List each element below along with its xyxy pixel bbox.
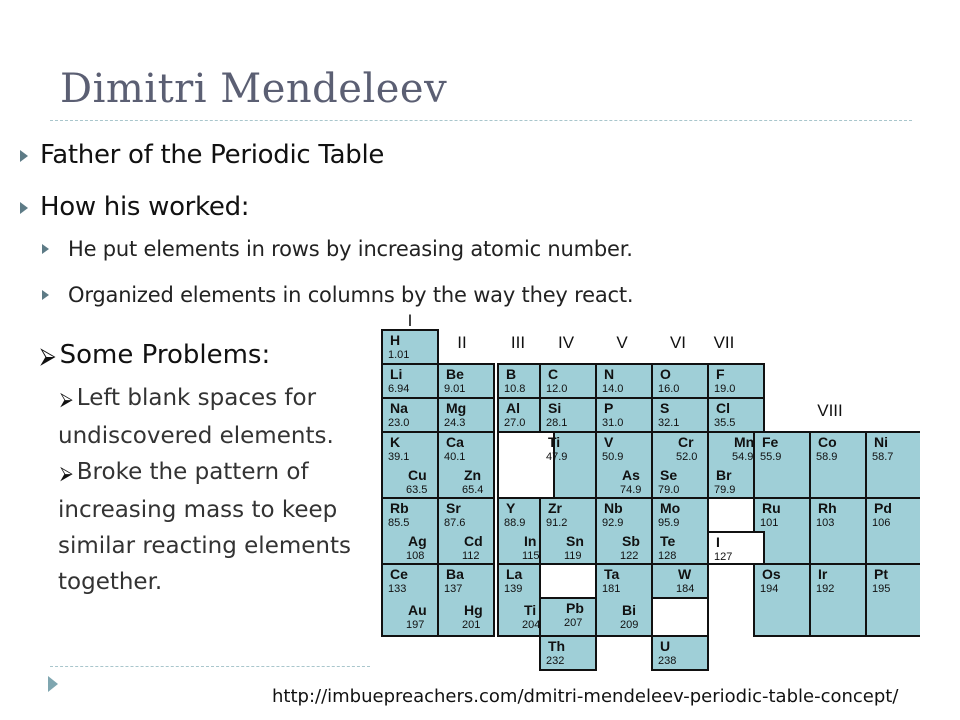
element-symbol: Mg [446, 400, 467, 416]
element-mass: 201 [462, 619, 481, 631]
element-symbol: Rh [818, 500, 837, 516]
element-mass: 122 [620, 550, 639, 562]
element-mass: 32.1 [658, 417, 680, 429]
element-mass: 103 [816, 517, 835, 529]
element-symbol: Si [548, 400, 562, 416]
element-as [620, 467, 641, 496]
element-mg [444, 400, 466, 429]
element-mass: 14.0 [602, 383, 624, 395]
element-symbol: Na [390, 400, 408, 416]
element-te [658, 533, 676, 562]
element-co [816, 434, 837, 463]
element-mass: 91.2 [546, 517, 568, 529]
element-mass: 112 [462, 550, 480, 562]
element-mass: 106 [872, 517, 891, 529]
element-mass: 209 [620, 619, 639, 631]
element-be [444, 366, 465, 395]
element-hg [462, 602, 483, 631]
element-mass: 12.0 [546, 383, 568, 395]
element-mass: 63.5 [406, 484, 428, 496]
element-mass: 101 [760, 517, 779, 529]
element-mass: 1.01 [388, 349, 410, 361]
footer-divider [50, 666, 370, 667]
element-mass: 9.01 [444, 383, 466, 395]
element-mass: 204 [522, 619, 541, 631]
problem-line: increasing mass to keep [58, 497, 338, 523]
element-mo [658, 500, 680, 529]
element-symbol: Al [506, 400, 520, 416]
problem-line: ⮚ Left blank spaces for [60, 385, 317, 411]
element-mass: 207 [564, 617, 583, 629]
element-symbol: V [604, 434, 614, 450]
element-mass: 192 [816, 583, 835, 595]
blank-cell [652, 598, 708, 636]
element-mass: 31.0 [602, 417, 624, 429]
element-symbol: Pd [874, 500, 892, 516]
problem-line: undiscovered elements. [58, 423, 334, 449]
element-symbol: Ni [874, 434, 888, 450]
sub-bullet-arrow-icon [42, 290, 49, 300]
element-pt [872, 566, 890, 595]
element-symbol: Th [548, 638, 566, 654]
blank-cell [498, 432, 554, 498]
element-symbol: Nb [604, 500, 623, 516]
element-pd [872, 500, 892, 529]
problems-list [58, 380, 373, 600]
element-symbol: Ti [524, 602, 537, 618]
element-mass: 24.3 [444, 417, 466, 429]
group-label: IV [557, 333, 575, 352]
element-mass: 50.9 [602, 451, 624, 463]
arrow-head-icon: ⮚ [60, 463, 73, 484]
element-fe [760, 434, 781, 463]
element-bi [620, 602, 638, 631]
element-symbol: Mn [734, 434, 755, 450]
element-mass: 133 [388, 583, 407, 595]
sub-bullet-rows: He put elements in rows by increasing atomic number. [68, 237, 633, 261]
group-label: V [616, 333, 628, 352]
element-symbol: Ag [408, 533, 427, 549]
element-symbol: In [524, 533, 537, 549]
element-mass: 58.7 [872, 451, 894, 463]
sub-bullet-arrow-icon [42, 244, 49, 254]
element-symbol: S [660, 400, 670, 416]
element-ru [760, 500, 781, 529]
element-pb [564, 600, 584, 629]
bullet-father: Father of the Periodic Table [40, 140, 385, 170]
element-mass: 195 [872, 583, 891, 595]
periodic-table [370, 308, 920, 678]
group-label: VIII [817, 401, 843, 420]
element-mass: 184 [676, 583, 695, 595]
title-divider [50, 120, 912, 121]
element-mass: 65.4 [462, 484, 484, 496]
problems-heading: ⮚ Some Problems: [40, 340, 271, 370]
problem-line: together. [58, 569, 163, 595]
element-sb [620, 533, 640, 562]
source-link[interactable]: http://imbuepreachers.com/dmitri-mendeleev-periodic-table-concept/ [272, 686, 899, 707]
element-symbol: Y [506, 500, 516, 516]
element-symbol: Br [716, 467, 732, 483]
group-label: I [407, 311, 413, 330]
element-mass: 74.9 [620, 484, 642, 496]
element-symbol: Ru [762, 500, 781, 516]
element-mass: 35.5 [714, 417, 736, 429]
element-mass: 88.9 [504, 517, 526, 529]
element-symbol: P [604, 400, 614, 416]
element-mass: 52.0 [676, 451, 698, 463]
element-mass: 232 [546, 655, 565, 667]
element-symbol: Cu [408, 467, 427, 483]
element-symbol: Ta [604, 566, 620, 582]
element-symbol: Ca [446, 434, 464, 450]
element-mass: 181 [602, 583, 621, 595]
problem-line: ⮚ Broke the pattern of [60, 459, 309, 485]
element-symbol: C [548, 366, 559, 382]
group-label: VII [713, 333, 735, 352]
element-mass: 39.1 [388, 451, 410, 463]
element-sn [564, 533, 584, 562]
element-symbol: Se [660, 467, 678, 483]
element-mn [732, 434, 754, 463]
element-mass: 127 [714, 551, 733, 563]
element-se [658, 467, 679, 496]
element-ce [388, 566, 408, 595]
element-ca [444, 434, 465, 463]
element-symbol: Sr [446, 500, 461, 516]
element-symbol: O [660, 366, 671, 382]
element-symbol: Sb [622, 533, 640, 549]
element-mass: 10.8 [504, 383, 526, 395]
element-ag [406, 533, 427, 562]
element-symbol: W [678, 566, 692, 582]
element-mass: 119 [564, 550, 582, 562]
blank-cell [540, 564, 596, 598]
group-label: VI [669, 333, 687, 352]
element-mass: 58.9 [816, 451, 838, 463]
element-symbol: Cl [716, 400, 730, 416]
element-rb [388, 500, 409, 529]
element-ta [602, 566, 620, 595]
element-symbol: Be [446, 366, 464, 382]
element-ba [444, 566, 464, 595]
element-symbol: Ba [446, 566, 464, 582]
element-mass: 92.9 [602, 517, 624, 529]
element-mass: 108 [406, 550, 425, 562]
arrow-head-icon: ⮚ [60, 389, 73, 410]
element-mass: 19.0 [714, 383, 736, 395]
bullet-how: How his worked: [40, 192, 250, 222]
element-symbol: Ti [548, 434, 561, 450]
element-mass: 16.0 [658, 383, 680, 395]
element-symbol: Os [762, 566, 781, 582]
element-mass: 128 [658, 550, 677, 562]
element-mass: 79.0 [658, 484, 680, 496]
element-na [388, 400, 409, 429]
element-mass: 54.9 [732, 451, 754, 463]
element-symbol: Pb [566, 600, 584, 616]
element-mass: 87.6 [444, 517, 466, 529]
element-mass: 79.9 [714, 484, 736, 496]
element-symbol: Hg [464, 602, 483, 618]
element-symbol: B [506, 366, 517, 382]
element-rh [816, 500, 837, 529]
element-mass: 23.0 [388, 417, 410, 429]
arrow-head-icon: ⮚ [40, 344, 56, 369]
element-mass: 55.9 [760, 451, 782, 463]
element-th [546, 638, 565, 667]
element-symbol: Pt [874, 566, 888, 582]
element-symbol: Co [818, 434, 837, 450]
element-symbol: I [716, 534, 720, 550]
element-mass: 137 [444, 583, 463, 595]
element-symbol: Ce [390, 566, 408, 582]
element-mass: 139 [504, 583, 523, 595]
group-label: III [510, 333, 526, 352]
element-mass: 6.94 [388, 383, 410, 395]
element-mass: 40.1 [444, 451, 466, 463]
element-mass: 28.1 [546, 417, 568, 429]
element-symbol: Au [408, 602, 427, 618]
group-label: II [457, 333, 467, 352]
element-symbol: La [506, 566, 523, 582]
element-mass: 27.0 [504, 417, 526, 429]
element-cu [406, 467, 427, 496]
element-symbol: Te [660, 533, 676, 549]
element-nb [602, 500, 623, 529]
element-symbol: Mo [660, 500, 681, 516]
element-mass: 115 [522, 550, 540, 562]
problem-line: similar reacting elements [58, 533, 351, 559]
element-os [760, 566, 781, 595]
element-zn [462, 467, 483, 496]
nav-arrow-icon[interactable] [48, 676, 58, 692]
element-mass: 238 [658, 655, 677, 667]
element-symbol: H [390, 332, 401, 348]
bullet-arrow-icon [20, 202, 28, 214]
element-mass: 197 [406, 619, 425, 631]
element-symbol: Zn [464, 467, 482, 483]
element-symbol: N [604, 366, 615, 382]
element-symbol: Ir [818, 566, 828, 582]
element-symbol: U [660, 638, 671, 654]
element-la [504, 566, 523, 595]
element-symbol: Li [390, 366, 403, 382]
element-symbol: K [390, 434, 401, 450]
element-symbol: Cr [678, 434, 694, 450]
element-mass: 85.5 [388, 517, 410, 529]
element-symbol: Bi [622, 602, 636, 618]
element-symbol: Cd [464, 533, 483, 549]
element-symbol: Sn [566, 533, 584, 549]
bullet-arrow-icon [20, 150, 28, 162]
element-mass: 47.9 [546, 451, 568, 463]
element-symbol: Zr [548, 500, 562, 516]
element-mass: 194 [760, 583, 779, 595]
sub-bullet-columns: Organized elements in columns by the way they react. [68, 283, 634, 307]
slide-title: Dimitri Mendeleev [60, 66, 448, 112]
element-symbol: Fe [762, 434, 779, 450]
element-symbol: As [622, 467, 640, 483]
element-symbol: Rb [390, 500, 409, 516]
element-mass: 95.9 [658, 517, 680, 529]
element-au [406, 602, 427, 631]
element-symbol: F [716, 366, 725, 382]
